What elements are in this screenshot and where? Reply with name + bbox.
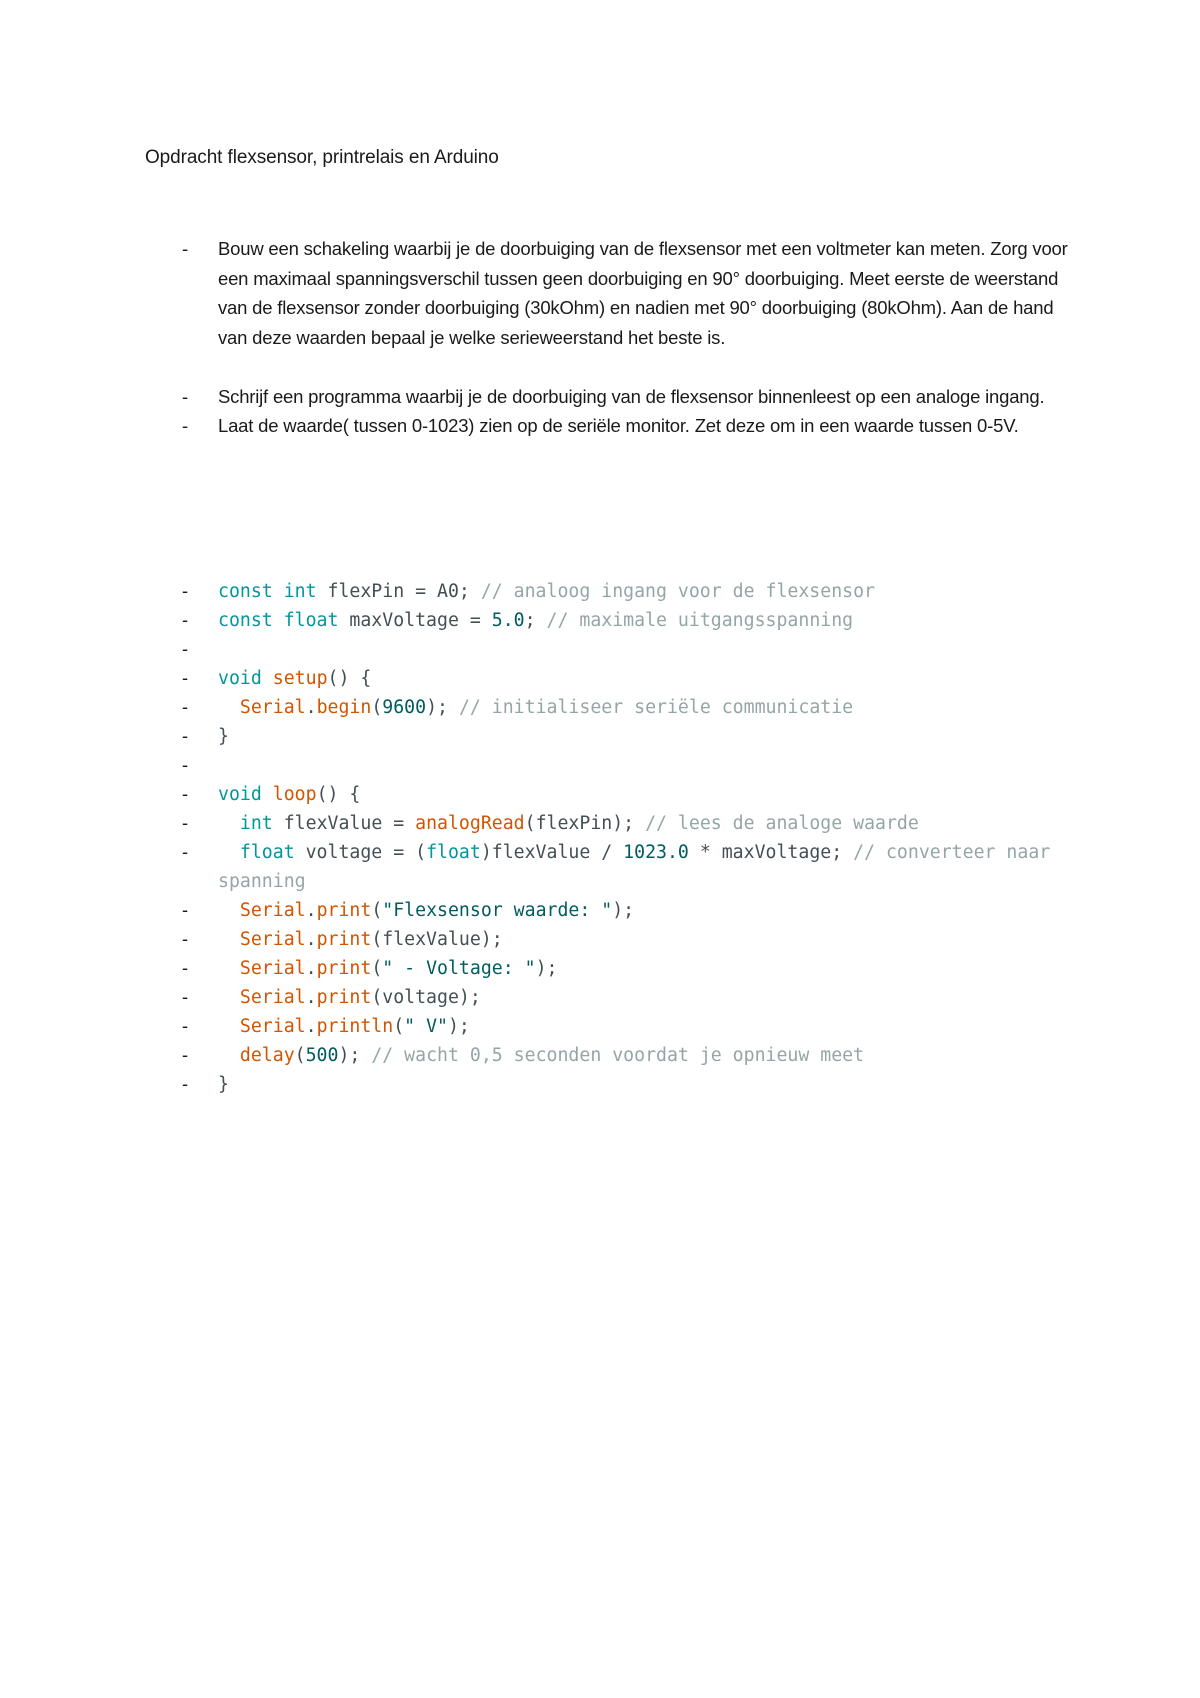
bullet-dash: - — [182, 581, 189, 601]
code-function: println — [316, 1016, 394, 1037]
code-function: Serial — [239, 929, 306, 950]
bullet-dash: - — [182, 385, 188, 407]
instruction-list — [145, 234, 1085, 441]
code-text: ); — [338, 1045, 372, 1066]
bullet-dash: - — [182, 415, 188, 436]
code-text: ( — [371, 900, 383, 921]
instruction-text: Laat de waarde( tussen 0-1023) zien op de seriële monitor. Zet deze om in een waarde tussen 0-5V. — [218, 415, 1019, 436]
bullet-dash: - — [182, 726, 189, 746]
code-text: flexPin = A0; — [316, 581, 481, 602]
code-line-empty — [145, 635, 1095, 664]
bullet-dash: - — [182, 697, 189, 717]
code-text: flexValue = — [272, 813, 416, 834]
code-text: () { — [327, 668, 372, 689]
code-text: ); — [612, 900, 635, 921]
code-line — [145, 606, 1095, 635]
bullet-dash: - — [182, 929, 189, 949]
code-listing — [145, 577, 1095, 1099]
code-text: ); — [426, 697, 459, 718]
code-string: " V" — [404, 1016, 448, 1037]
bullet-dash: - — [182, 238, 188, 259]
bullet-dash: - — [182, 900, 189, 920]
code-text: * maxVoltage; — [688, 842, 854, 863]
code-number: 500 — [305, 1045, 339, 1066]
code-text: . — [305, 900, 317, 921]
code-line — [145, 1070, 1095, 1099]
code-line — [145, 954, 1095, 983]
code-text: ( — [371, 958, 383, 979]
code-comment: // wacht 0,5 seconden voordat je opnieuw meet — [371, 1045, 865, 1066]
code-line — [145, 722, 1095, 751]
code-keyword: void — [218, 784, 262, 805]
code-function: loop — [272, 784, 317, 805]
instruction-text: Bouw een schakeling waarbij je de doorbuiging van de flexsensor met een voltmeter kan meten. Zorg voor een maximaal spanningsverschil tussen geen doorbuiging en 90° doorbuiging. Meet eerste de weerstand van de flexsensor zonder doorbuiging (30kOhm) en nadien met 90° doorbuiging (80kOhm). Aan de hand van deze waarden bepaal je welke serieweerstand het beste is. — [218, 238, 1068, 348]
code-number: 9600 — [382, 697, 427, 718]
code-function: Serial — [239, 900, 306, 921]
bullet-dash: - — [182, 784, 189, 804]
code-function: setup — [272, 668, 328, 689]
code-text: . — [305, 1016, 317, 1037]
code-number: 5.0 — [491, 610, 525, 631]
code-text: ( — [371, 697, 383, 718]
bullet-dash: - — [182, 1016, 189, 1036]
code-text: (flexPin); — [524, 813, 646, 834]
code-keyword: float — [239, 842, 295, 863]
code-text: ( — [294, 1045, 306, 1066]
code-text: (voltage); — [371, 987, 481, 1008]
code-text: . — [305, 929, 317, 950]
code-keyword: float — [426, 842, 481, 863]
code-comment: // converteer naar spanning — [218, 842, 1062, 892]
code-text: ); — [535, 958, 558, 979]
code-keyword: const — [218, 610, 273, 631]
code-text: ; — [524, 610, 547, 631]
code-function: begin — [316, 697, 372, 718]
code-function: print — [316, 929, 372, 950]
bullet-dash: - — [182, 639, 189, 659]
code-text: (flexValue); — [371, 929, 503, 950]
bullet-dash: - — [182, 610, 189, 630]
code-line — [145, 809, 1095, 838]
code-function: print — [316, 900, 372, 921]
bullet-dash: - — [182, 813, 189, 833]
code-function: Serial — [239, 697, 306, 718]
code-line — [145, 896, 1095, 925]
code-text: )flexValue / — [480, 842, 624, 863]
code-function: print — [316, 987, 372, 1008]
bullet-dash: - — [182, 1045, 189, 1065]
code-string: "Flexsensor waarde: " — [382, 900, 613, 921]
code-comment: // maximale uitgangsspanning — [546, 610, 854, 631]
code-text: () { — [316, 784, 361, 805]
code-function: Serial — [239, 1016, 306, 1037]
code-line — [145, 780, 1095, 809]
code-text: . — [305, 987, 317, 1008]
code-text: ); — [447, 1016, 470, 1037]
code-comment: // initialiseer seriële communicatie — [458, 697, 854, 718]
code-function: print — [316, 958, 372, 979]
code-function: Serial — [239, 987, 306, 1008]
bullet-dash: - — [182, 958, 189, 978]
code-text: . — [305, 697, 317, 718]
code-text: voltage = ( — [294, 842, 427, 863]
bullet-dash: - — [182, 755, 189, 775]
code-comment: // lees de analoge waarde — [645, 813, 919, 834]
code-keyword: float — [283, 610, 339, 631]
code-line — [145, 925, 1095, 954]
code-text: } — [218, 726, 229, 747]
code-string: " - Voltage: " — [382, 958, 536, 979]
code-text: . — [305, 958, 317, 979]
document-title: Opdracht flexsensor, printrelais en Arduino — [145, 147, 499, 168]
bullet-dash: - — [182, 1074, 189, 1094]
bullet-dash: - — [182, 987, 189, 1007]
code-number: 1023.0 — [623, 842, 689, 863]
code-line — [145, 983, 1095, 1012]
bullet-dash: - — [182, 842, 189, 862]
instruction-item — [145, 382, 1085, 412]
code-line — [145, 693, 1095, 722]
code-line — [145, 1041, 1095, 1070]
code-text: } — [218, 1074, 229, 1095]
code-keyword: const — [218, 581, 273, 602]
instruction-item — [145, 234, 1085, 352]
code-function: delay — [239, 1045, 295, 1066]
instruction-item — [145, 411, 1085, 441]
code-function: analogRead — [415, 813, 525, 834]
code-line — [145, 664, 1095, 693]
code-text: ( — [393, 1016, 405, 1037]
code-text: maxVoltage = — [338, 610, 492, 631]
spacer — [145, 352, 1085, 382]
code-comment: // analoog ingang voor de flexsensor — [480, 581, 876, 602]
code-keyword: void — [218, 668, 262, 689]
code-line — [145, 577, 1095, 606]
code-line — [145, 1012, 1095, 1041]
bullet-dash: - — [182, 668, 189, 688]
code-keyword: int — [239, 813, 273, 834]
instruction-text: Schrijf een programma waarbij je de doorbuiging van de flexsensor binnenleest op een analoge ingang. — [218, 385, 1045, 407]
code-function: Serial — [239, 958, 306, 979]
code-keyword: int — [283, 581, 317, 602]
code-line-empty — [145, 751, 1095, 780]
code-line — [145, 838, 1095, 896]
